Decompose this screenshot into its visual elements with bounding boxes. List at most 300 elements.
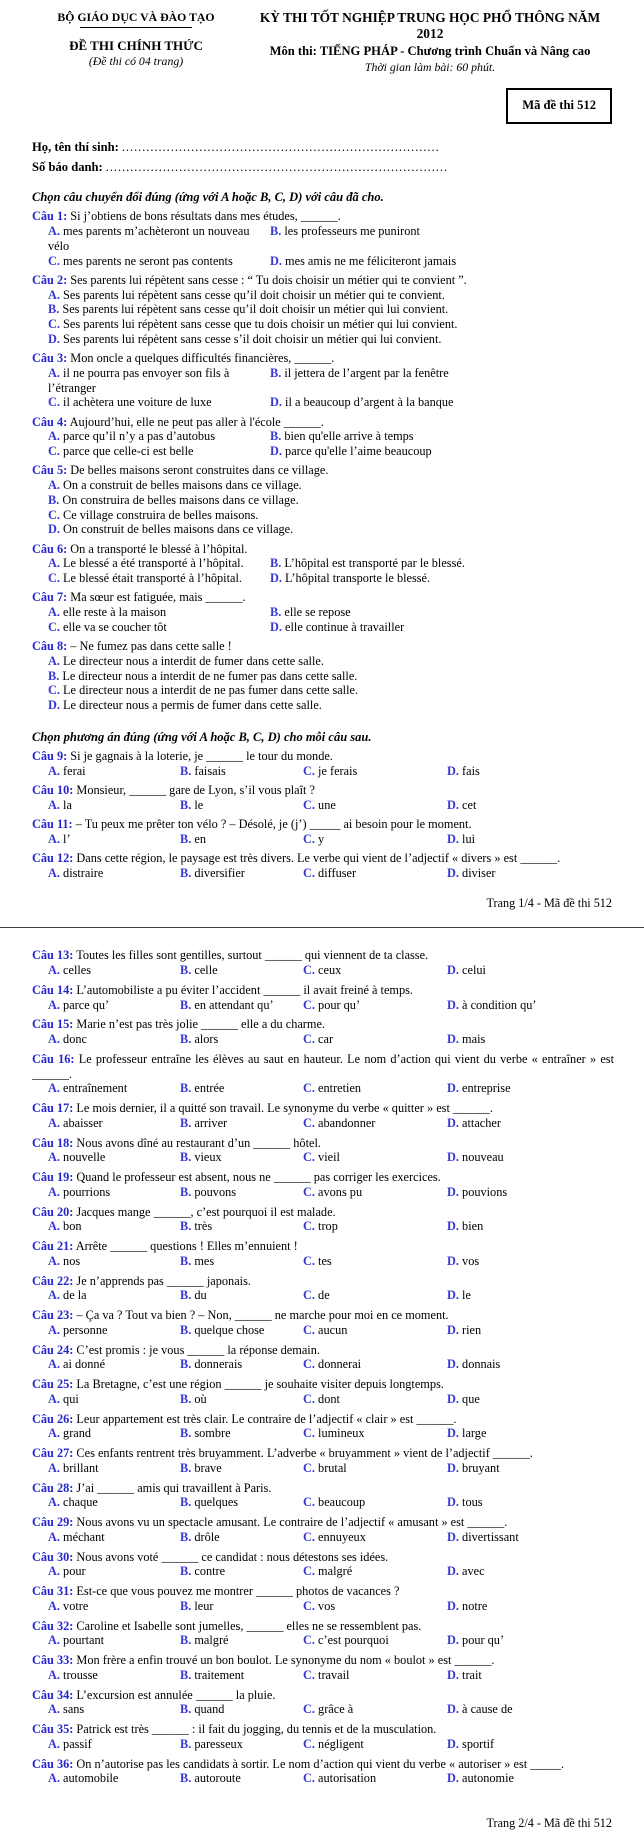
question-number: Câu 4: bbox=[32, 414, 68, 429]
option-letter: B. bbox=[180, 1150, 192, 1165]
option-B: B. alors bbox=[180, 1032, 219, 1047]
option-letter: B. bbox=[180, 1667, 192, 1682]
exam-code-box: Mã đề thi 512 bbox=[506, 88, 612, 123]
option-C: C. mes parents ne seront pas contents bbox=[48, 253, 233, 268]
option-letter: C. bbox=[303, 866, 315, 880]
question bbox=[32, 817, 614, 847]
option-B: B. elle se repose bbox=[270, 605, 351, 619]
option-A: A. l’ bbox=[48, 832, 71, 846]
option-letter: B. bbox=[270, 224, 282, 238]
question-stem: Câu 10: Monsieur, ______ gare de Lyon, s’il vous plaît ? bbox=[32, 783, 315, 798]
option-letter: D. bbox=[48, 522, 60, 537]
option-B: B. vieux bbox=[180, 1150, 222, 1165]
option-D: D. parce qu'elle l’aime beaucoup bbox=[270, 444, 432, 458]
options bbox=[48, 1032, 614, 1047]
option-letter: D. bbox=[447, 798, 459, 812]
option-B: B. drôle bbox=[180, 1529, 220, 1544]
question-stem: Câu 22: Je n’apprends pas ______ japonais. bbox=[32, 1273, 251, 1288]
question-stem: Câu 29: Nous avons vu un spectacle amusant. Le contraire de l’adjectif « amusant » est ______. bbox=[32, 1515, 508, 1530]
options bbox=[48, 1150, 614, 1165]
options bbox=[48, 1392, 614, 1407]
option-A: A. parce qu’il n’y a pas d’autobus bbox=[48, 429, 215, 444]
question-stem: Câu 11: – Tu peux me prêter ton vélo ? – Désolé, je (j’) _____ ai besoin pour le moment. bbox=[32, 817, 472, 832]
options bbox=[48, 366, 614, 410]
option-C: C. travail bbox=[303, 1667, 350, 1682]
option-letter: D. bbox=[447, 832, 459, 846]
student-id-label: Số báo danh: bbox=[32, 159, 103, 174]
options bbox=[48, 798, 614, 813]
option-A: A. celles bbox=[48, 963, 92, 978]
option-letter: A. bbox=[48, 1115, 60, 1130]
question-stem: Câu 34: L’excursion est annulée ______ la pluie. bbox=[32, 1687, 276, 1702]
option-letter: A. bbox=[48, 764, 60, 778]
option-letter: D. bbox=[447, 1184, 459, 1199]
option-letter: B. bbox=[180, 997, 192, 1012]
options bbox=[48, 866, 614, 881]
option-C: C. car bbox=[303, 1032, 334, 1047]
question-number: Câu 13: bbox=[32, 948, 74, 963]
option-letter: C. bbox=[303, 798, 315, 812]
question-list-transform bbox=[32, 209, 614, 713]
option-A: A. de la bbox=[48, 1288, 87, 1303]
question bbox=[32, 1136, 614, 1166]
option-B: B. très bbox=[180, 1219, 213, 1234]
question-number: Câu 12: bbox=[32, 851, 74, 866]
question-number: Câu 8: bbox=[32, 639, 68, 653]
question-stem: Câu 26: Leur appartement est très clair. Le contraire de l’adjectif « clair » est ______. bbox=[32, 1411, 457, 1426]
question bbox=[32, 415, 614, 459]
question-number: Câu 14: bbox=[32, 982, 74, 997]
option-letter: D. bbox=[447, 1564, 459, 1579]
option-letter: D. bbox=[447, 1150, 459, 1165]
option-letter: C. bbox=[303, 1771, 315, 1786]
option-letter: C. bbox=[303, 1564, 315, 1579]
question-stem: Câu 28: J’ai ______ amis qui travaillent à Paris. bbox=[32, 1480, 272, 1495]
question-stem: Câu 1: Si j’obtiens de bons résultats dans mes études, ______. bbox=[32, 209, 341, 224]
option-C: C. pour qu’ bbox=[303, 997, 361, 1012]
option-D: D. cet bbox=[447, 798, 477, 812]
option-letter: A. bbox=[48, 832, 60, 846]
page-2 bbox=[32, 948, 614, 1830]
question-stem: Câu 32: Caroline et Isabelle sont jumelles, ______ elles ne se ressemblent pas. bbox=[32, 1618, 422, 1633]
option-A: A. chaque bbox=[48, 1495, 98, 1510]
option-D: D. diviser bbox=[447, 866, 496, 880]
option-letter: C. bbox=[303, 1115, 315, 1130]
option-C: C. malgré bbox=[303, 1564, 353, 1579]
option-letter: D. bbox=[447, 1426, 459, 1441]
question bbox=[32, 1274, 614, 1304]
option-B: B. Ses parents lui répètent sans cesse qu’il doit choisir un métier qui lui convient. bbox=[48, 302, 449, 317]
option-D: D. tous bbox=[447, 1495, 483, 1510]
option-A: A. sans bbox=[48, 1702, 85, 1717]
option-A: A. trousse bbox=[48, 1667, 98, 1682]
options bbox=[48, 1116, 614, 1131]
question-stem: Câu 17: Le mois dernier, il a quitté son travail. Le synonyme du verbe « quitter » est ______. bbox=[32, 1101, 493, 1116]
option-letter: D. bbox=[447, 1032, 459, 1047]
option-letter: B. bbox=[180, 1702, 192, 1717]
option-A: A. la bbox=[48, 798, 72, 812]
question bbox=[32, 1052, 614, 1096]
option-C: C. négligent bbox=[303, 1736, 364, 1751]
option-C: C. je ferais bbox=[303, 764, 358, 778]
exam-header bbox=[32, 10, 614, 74]
options bbox=[48, 1633, 614, 1648]
option-A: A. votre bbox=[48, 1598, 89, 1613]
question bbox=[32, 1170, 614, 1200]
question-number: Câu 20: bbox=[32, 1204, 74, 1219]
question-number: Câu 18: bbox=[32, 1135, 74, 1150]
option-letter: D. bbox=[270, 571, 282, 585]
option-letter: B. bbox=[180, 1771, 192, 1786]
options bbox=[48, 1461, 614, 1476]
question bbox=[32, 463, 614, 537]
option-letter: D. bbox=[270, 395, 282, 410]
question-number: Câu 19: bbox=[32, 1170, 74, 1185]
option-A: A. mes parents m’achèteront un nouveau vélo bbox=[48, 224, 250, 253]
option-C: C. avons pu bbox=[303, 1184, 363, 1199]
option-letter: C. bbox=[303, 1032, 315, 1047]
option-C: C. y bbox=[303, 832, 325, 846]
question bbox=[32, 1584, 614, 1614]
option-letter: C. bbox=[48, 571, 60, 585]
question-stem: Câu 6: On a transporté le blessé à l’hôpital. bbox=[32, 541, 248, 556]
option-letter: A. bbox=[48, 1184, 60, 1199]
option-B: B. contre bbox=[180, 1564, 226, 1579]
option-A: A. donc bbox=[48, 1032, 87, 1047]
options bbox=[48, 1668, 614, 1683]
option-letter: A. bbox=[48, 1460, 60, 1475]
option-letter: D. bbox=[447, 997, 459, 1012]
option-letter: A. bbox=[48, 605, 60, 619]
option-C: C. il achètera une voiture de luxe bbox=[48, 395, 212, 410]
option-letter: B. bbox=[48, 302, 60, 317]
option-letter: D. bbox=[447, 1529, 459, 1544]
option-letter: D. bbox=[447, 1391, 459, 1406]
question-number: Câu 26: bbox=[32, 1411, 74, 1426]
options bbox=[48, 1288, 614, 1303]
option-D: D. Le directeur nous a permis de fumer dans cette salle. bbox=[48, 698, 322, 712]
option-B: B. du bbox=[180, 1288, 207, 1303]
option-letter: C. bbox=[303, 1667, 315, 1682]
question bbox=[32, 1688, 614, 1718]
exam-title: KỲ THI TỐT NGHIỆP TRUNG HỌC PHỔ THÔNG NĂM 2012 bbox=[259, 10, 601, 42]
pages-note: (Đề thi có 04 trang) bbox=[88, 53, 184, 68]
question bbox=[32, 1446, 614, 1476]
option-A: A. abaisser bbox=[48, 1115, 103, 1130]
option-letter: D. bbox=[447, 1667, 459, 1682]
ministry-underline bbox=[80, 27, 192, 28]
option-letter: A. bbox=[48, 1495, 60, 1510]
option-letter: C. bbox=[303, 1460, 315, 1475]
option-B: B. mes bbox=[180, 1253, 215, 1268]
option-letter: A. bbox=[48, 556, 60, 571]
option-letter: D. bbox=[447, 1288, 459, 1303]
option-B: B. entrée bbox=[180, 1081, 225, 1096]
question bbox=[32, 783, 614, 813]
option-letter: D. bbox=[447, 866, 459, 880]
option-letter: A. bbox=[48, 287, 60, 302]
option-letter: C. bbox=[303, 1219, 315, 1234]
question-number: Câu 15: bbox=[32, 1017, 74, 1032]
option-letter: A. bbox=[48, 997, 60, 1012]
option-letter: C. bbox=[48, 619, 60, 634]
option-A: A. Le blessé a été transporté à l’hôpital. bbox=[48, 556, 244, 571]
option-letter: A. bbox=[48, 478, 60, 492]
option-letter: C. bbox=[303, 1598, 315, 1613]
question-number: Câu 33: bbox=[32, 1653, 74, 1668]
question-number: Câu 36: bbox=[32, 1756, 74, 1771]
option-letter: D. bbox=[270, 619, 282, 634]
options bbox=[48, 1530, 614, 1545]
options bbox=[48, 1702, 614, 1717]
options bbox=[48, 1357, 614, 1372]
option-letter: D. bbox=[447, 1495, 459, 1510]
question-number: Câu 7: bbox=[32, 590, 68, 605]
question-stem: Câu 12: Dans cette région, le paysage est très divers. Le verbe qui vient de l’adjectif « divers » est ______. bbox=[32, 851, 561, 866]
question-number: Câu 24: bbox=[32, 1342, 74, 1357]
exam-code-row bbox=[32, 88, 614, 123]
option-letter: D. bbox=[447, 764, 459, 778]
option-letter: D. bbox=[48, 331, 60, 346]
question-number: Câu 23: bbox=[32, 1308, 74, 1323]
option-letter: B. bbox=[180, 1529, 192, 1544]
option-letter: B. bbox=[180, 1357, 192, 1372]
option-D: D. elle continue à travailler bbox=[270, 619, 405, 634]
option-B: B. Le directeur nous a interdit de ne fumer pas dans cette salle. bbox=[48, 668, 358, 683]
option-D: D. rien bbox=[447, 1322, 482, 1337]
question-number: Câu 11: bbox=[32, 817, 73, 832]
option-letter: B. bbox=[180, 1426, 192, 1441]
question-number: Câu 31: bbox=[32, 1584, 74, 1599]
option-letter: C. bbox=[48, 683, 60, 698]
option-letter: C. bbox=[303, 764, 315, 778]
option-C: C. aucun bbox=[303, 1322, 348, 1337]
option-letter: D. bbox=[447, 1633, 459, 1648]
option-letter: B. bbox=[180, 832, 192, 846]
option-letter: B. bbox=[180, 1564, 192, 1579]
option-A: A. elle reste à la maison bbox=[48, 605, 167, 619]
option-C: C. trop bbox=[303, 1219, 338, 1234]
option-D: D. trait bbox=[447, 1667, 482, 1682]
option-B: B. quelque chose bbox=[180, 1322, 265, 1337]
option-B: B. quelques bbox=[180, 1495, 239, 1510]
option-C: C. donnerai bbox=[303, 1357, 362, 1372]
option-B: B. il jettera de l’argent par la fenêtre bbox=[270, 365, 449, 380]
option-A: A. grand bbox=[48, 1426, 92, 1441]
option-B: B. leur bbox=[180, 1598, 214, 1613]
question-list-choose-p2 bbox=[32, 948, 614, 1786]
option-C: C. Le blessé était transporté à l’hôpital. bbox=[48, 571, 242, 585]
option-D: D. bruyant bbox=[447, 1460, 500, 1475]
option-A: A. ai donné bbox=[48, 1357, 106, 1372]
option-letter: A. bbox=[48, 1357, 60, 1372]
section-heading-transform: Chọn câu chuyển đổi đúng (ứng với A hoặc B, C, D) với câu đã cho. bbox=[32, 189, 384, 204]
question bbox=[32, 1722, 614, 1752]
question bbox=[32, 1757, 614, 1787]
option-letter: C. bbox=[303, 1150, 315, 1165]
option-letter: A. bbox=[48, 1426, 60, 1441]
question-stem: Câu 7: Ma sœur est fatiguée, mais ______. bbox=[32, 590, 246, 605]
question-number: Câu 9: bbox=[32, 749, 68, 764]
option-D: D. avec bbox=[447, 1564, 485, 1579]
option-B: B. On construira de belles maisons dans ce village. bbox=[48, 492, 299, 507]
option-letter: B. bbox=[180, 1633, 192, 1648]
question-stem: Câu 25: La Bretagne, c’est une région ______ je souhaite visiter depuis longtemps. bbox=[32, 1377, 444, 1392]
option-A: A. parce qu’ bbox=[48, 997, 110, 1012]
question-stem: Câu 33: Mon frère a enfin trouvé un bon boulot. Le synonyme du nom « boulot » est ______. bbox=[32, 1653, 495, 1668]
option-letter: A. bbox=[48, 963, 60, 978]
option-D: D. autonomie bbox=[447, 1771, 514, 1786]
option-D: D. L’hôpital transporte le blessé. bbox=[270, 571, 431, 585]
option-C: C. diffuser bbox=[303, 866, 357, 880]
question-number: Câu 27: bbox=[32, 1446, 74, 1461]
option-letter: A. bbox=[48, 429, 60, 444]
option-letter: D. bbox=[270, 253, 282, 268]
option-B: B. paresseux bbox=[180, 1736, 243, 1751]
question-stem: Câu 35: Patrick est très ______ : il fait du jogging, du tennis et de la musculation. bbox=[32, 1722, 437, 1737]
question-stem: Câu 14: L’automobiliste a pu éviter l’accident ______ il avait freiné à temps. bbox=[32, 982, 413, 997]
question-number: Câu 1: bbox=[32, 209, 68, 224]
exam-subject: Môn thi: TIẾNG PHÁP - Chương trình Chuẩn và Nâng cao bbox=[269, 44, 591, 59]
option-A: A. Le directeur nous a interdit de fumer dans cette salle. bbox=[48, 653, 324, 668]
option-D: D. mes amis ne me féliciteront jamais bbox=[270, 253, 457, 268]
option-D: D. lui bbox=[447, 832, 476, 846]
option-D: D. à condition qu’ bbox=[447, 997, 537, 1012]
student-id-line bbox=[32, 160, 614, 175]
student-name-blank: .............................................................................. bbox=[121, 139, 440, 154]
option-D: D. nouveau bbox=[447, 1150, 504, 1165]
option-letter: C. bbox=[303, 1288, 315, 1303]
question-number: Câu 32: bbox=[32, 1618, 74, 1633]
option-letter: D. bbox=[270, 444, 282, 458]
student-info bbox=[32, 140, 614, 175]
question-stem: Câu 36: On n’autorise pas les candidats à sortir. Le nom d’action qui vient du verbe « autoriser » est _____. bbox=[32, 1756, 565, 1771]
option-D: D. vos bbox=[447, 1253, 480, 1268]
option-D: D. attacher bbox=[447, 1115, 501, 1130]
option-letter: B. bbox=[180, 1115, 192, 1130]
option-letter: D. bbox=[447, 1460, 459, 1475]
option-C: C. Ce village construira de belles maisons. bbox=[48, 507, 259, 522]
option-A: A. distraire bbox=[48, 866, 104, 880]
option-D: D. large bbox=[447, 1426, 487, 1441]
option-letter: C. bbox=[303, 997, 315, 1012]
question-number: Câu 22: bbox=[32, 1273, 74, 1288]
question bbox=[32, 1205, 614, 1235]
option-A: A. pour bbox=[48, 1564, 86, 1579]
options bbox=[48, 1081, 614, 1096]
option-C: C. tes bbox=[303, 1253, 332, 1268]
option-C: C. entretien bbox=[303, 1081, 362, 1096]
option-letter: D. bbox=[447, 1598, 459, 1613]
option-B: B. arriver bbox=[180, 1115, 228, 1130]
option-D: D. mais bbox=[447, 1032, 486, 1047]
option-letter: A. bbox=[48, 1219, 60, 1234]
option-letter: B. bbox=[180, 866, 192, 880]
option-letter: A. bbox=[48, 1633, 60, 1648]
question bbox=[32, 1239, 614, 1269]
option-letter: C. bbox=[303, 1184, 315, 1199]
option-D: D. bien bbox=[447, 1219, 484, 1234]
option-A: A. entraînement bbox=[48, 1081, 128, 1096]
question-stem: Câu 9: Si je gagnais à la loterie, je ______ le tour du monde. bbox=[32, 749, 333, 764]
option-letter: A. bbox=[48, 1598, 60, 1613]
option-D: D. pour qu’ bbox=[447, 1633, 505, 1648]
option-letter: D. bbox=[447, 1771, 459, 1786]
option-letter: A. bbox=[48, 1032, 60, 1047]
option-A: A. passif bbox=[48, 1736, 92, 1751]
option-letter: D. bbox=[447, 963, 459, 978]
question bbox=[32, 590, 614, 634]
question-stem: Câu 31: Est-ce que vous pouvez me montrer ______ photos de vacances ? bbox=[32, 1584, 400, 1599]
question-number: Câu 3: bbox=[32, 351, 68, 365]
option-C: C. dont bbox=[303, 1391, 340, 1406]
student-name-label: Họ, tên thí sinh: bbox=[32, 139, 119, 154]
option-letter: B. bbox=[48, 668, 60, 683]
option-C: C. brutal bbox=[303, 1460, 347, 1475]
option-D: D. donnais bbox=[447, 1357, 501, 1372]
options bbox=[48, 1737, 614, 1752]
option-letter: D. bbox=[447, 1702, 459, 1717]
option-letter: C. bbox=[303, 1529, 315, 1544]
option-B: B. où bbox=[180, 1391, 207, 1406]
option-D: D. à cause de bbox=[447, 1702, 513, 1717]
option-A: A. brillant bbox=[48, 1460, 99, 1475]
option-letter: B. bbox=[180, 1460, 192, 1475]
option-A: A. On a construit de belles maisons dans ce village. bbox=[48, 478, 302, 492]
question bbox=[32, 1515, 614, 1545]
option-letter: A. bbox=[48, 1771, 60, 1786]
option-letter: D. bbox=[447, 1253, 459, 1268]
question-stem: Câu 27: Ces enfants rentrent très bruyamment. L’adverbe « bruyamment » vient de l’adjectif ______. bbox=[32, 1446, 533, 1461]
options bbox=[48, 998, 614, 1013]
option-letter: C. bbox=[48, 253, 60, 268]
option-letter: A. bbox=[48, 1288, 60, 1303]
option-letter: D. bbox=[447, 1219, 459, 1234]
option-letter: C. bbox=[303, 1633, 315, 1648]
option-B: B. diversifier bbox=[180, 866, 245, 880]
option-A: A. méchant bbox=[48, 1529, 105, 1544]
option-B: B. malgré bbox=[180, 1633, 229, 1648]
option-C: C. une bbox=[303, 798, 336, 812]
option-C: C. parce que celle-ci est belle bbox=[48, 444, 194, 458]
option-D: D. pouvions bbox=[447, 1184, 508, 1199]
question-stem: Câu 13: Toutes les filles sont gentilles, surtout ______ qui viennent de ta classe. bbox=[32, 948, 429, 963]
option-letter: D. bbox=[447, 1736, 459, 1751]
option-D: D. entreprise bbox=[447, 1081, 511, 1096]
option-letter: A. bbox=[48, 1391, 60, 1406]
question bbox=[32, 273, 614, 347]
option-letter: A. bbox=[48, 1081, 60, 1096]
option-letter: B. bbox=[180, 963, 192, 978]
option-D: D. le bbox=[447, 1288, 471, 1303]
option-letter: B. bbox=[180, 764, 192, 778]
option-letter: D. bbox=[447, 1322, 459, 1337]
header-right-block bbox=[240, 10, 614, 74]
question bbox=[32, 1412, 614, 1442]
option-letter: A. bbox=[48, 866, 60, 880]
option-B: B. celle bbox=[180, 963, 218, 978]
option-D: D. sportif bbox=[447, 1736, 495, 1751]
question-number: Câu 10: bbox=[32, 783, 74, 798]
option-letter: A. bbox=[48, 1150, 60, 1165]
option-C: C. grâce à bbox=[303, 1702, 354, 1717]
options bbox=[48, 224, 614, 268]
option-D: D. divertissant bbox=[447, 1529, 519, 1544]
option-D: D. notre bbox=[447, 1598, 488, 1613]
option-letter: B. bbox=[270, 429, 282, 444]
option-B: B. donnerais bbox=[180, 1357, 243, 1372]
question bbox=[32, 542, 614, 586]
